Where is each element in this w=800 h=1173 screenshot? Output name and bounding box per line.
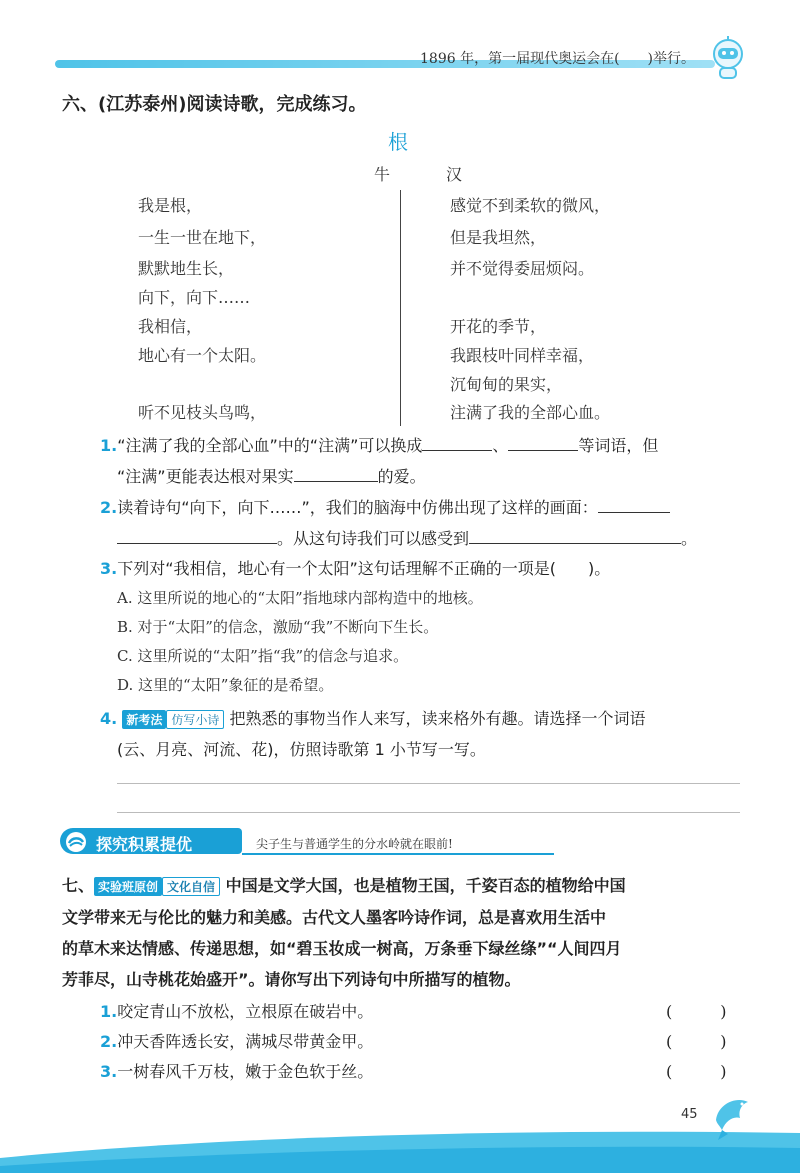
option-b[interactable]: B. 对于“太阳”的信念，激励“我”不断向下生长。 — [117, 618, 439, 636]
poem-left-line: 我是根， — [138, 196, 203, 215]
answer-blank[interactable] — [598, 498, 670, 513]
plant-answer-3[interactable]: ( ) — [666, 1062, 727, 1081]
poem-left-line: 听不见枝头鸟鸣， — [138, 403, 267, 422]
option-d[interactable]: D. 这里的“太阳”象征的是希望。 — [117, 676, 334, 694]
poem-left-line: 我相信， — [138, 317, 203, 336]
dolphin-icon — [708, 1090, 756, 1142]
imitation-poem-tag: 仿写小诗 — [166, 710, 224, 729]
answer-blank[interactable] — [508, 436, 578, 451]
poem-right-line: 开花的季节， — [450, 317, 547, 336]
poem-right-line: 注满了我的全部心血。 — [450, 403, 611, 422]
question-number: 4. — [100, 709, 118, 728]
plant-item-2: 2.冲天香阵透长安，满城尽带黄金甲。 — [100, 1032, 374, 1051]
question-1-line1: 1.“注满了我的全部心血”中的“注满”可以换成 、 等词语，但 — [100, 436, 659, 455]
banner-underline — [242, 853, 554, 855]
question-2-line1: 2.读着诗句“向下，向下……”，我们的脑海中仿佛出现了这样的画面： — [100, 495, 670, 518]
question-number: 3. — [100, 559, 118, 578]
poem-right-line: 但是我坦然， — [450, 228, 547, 247]
writing-line[interactable] — [117, 812, 740, 813]
question-4-line2: (云、月亮、河流、花)，仿照诗歌第 1 小节写一写。 — [117, 740, 486, 759]
experiment-class-tag: 实验班原创 — [94, 877, 162, 896]
question-1-line2: “注满”更能表达根对果实 的爱。 — [117, 467, 426, 486]
poem-left-line: 向下，向下…… — [138, 288, 251, 307]
poem-left-line: 一生一世在地下， — [138, 228, 267, 247]
question-number: 2. — [100, 498, 118, 517]
page-number: 45 — [681, 1107, 698, 1122]
poem-left-line: 默默地生长， — [138, 259, 235, 278]
new-method-tag: 新考法 — [122, 710, 166, 729]
plant-answer-2[interactable]: ( ) — [666, 1032, 727, 1051]
poem-author: 牛 汉 — [374, 165, 483, 184]
robot-mascot-icon — [706, 36, 750, 82]
poem-right-line: 沉甸甸的果实， — [450, 375, 563, 394]
section6-title: 六、(江苏泰州)阅读诗歌，完成练习。 — [62, 94, 367, 115]
option-c[interactable]: C. 这里所说的“太阳”指“我”的信念与追求。 — [117, 647, 409, 665]
answer-blank[interactable] — [294, 467, 378, 482]
explore-banner — [60, 826, 500, 856]
section7-line2: 文学带来无与伦比的魅力和美感。古代文人墨客吟诗作词，总是喜欢用生活中 — [62, 908, 607, 927]
question-2-line2: 。从这句诗我们可以感受到 。 — [117, 526, 697, 549]
answer-blank[interactable] — [117, 529, 277, 544]
plant-item-1: 1.咬定青山不放松，立根原在破岩中。 — [100, 1002, 374, 1021]
section7-line3: 的草木来达情感、传递思想，如“碧玉妆成一树高，万条垂下绿丝绦”“人间四月 — [62, 939, 622, 958]
option-a[interactable]: A. 这里所说的地心的“太阳”指地球内部构造中的地核。 — [117, 589, 483, 607]
banner-subtitle: 尖子生与普通学生的分水岭就在眼前! — [256, 837, 453, 851]
poem-left-line: 地心有一个太阳。 — [138, 346, 267, 365]
poem-title: 根 — [388, 130, 408, 154]
section7-line4: 芳菲尽，山寺桃花始盛开”。请你写出下列诗句中所描写的植物。 — [62, 970, 521, 989]
banner-title: 探究积累提优 — [96, 835, 193, 854]
footer-wave — [0, 1128, 800, 1173]
poem-divider — [400, 190, 401, 426]
question-3: 3.下列对“我相信，地心有一个太阳”这句话理解不正确的一项是( )。 — [100, 559, 611, 578]
answer-blank[interactable] — [469, 529, 681, 544]
poem-right-line: 并不觉得委屈烦闷。 — [450, 259, 595, 278]
poem-right-line: 我跟枝叶同样幸福， — [450, 346, 595, 365]
cultural-confidence-tag: 文化自信 — [162, 877, 220, 896]
writing-line[interactable] — [117, 783, 740, 784]
header-question: 1896 年，第一届现代奥运会在( )举行。 — [420, 51, 696, 67]
plant-answer-1[interactable]: ( ) — [666, 1002, 727, 1021]
poem-right-line: 感觉不到柔软的微风， — [450, 196, 611, 215]
answer-blank[interactable] — [422, 436, 492, 451]
plant-item-3: 3.一树春风千万枝，嫩于金色软于丝。 — [100, 1062, 374, 1081]
swirl-icon — [64, 830, 88, 854]
question-4-line1: 4. 新考法 仿写小诗 把熟悉的事物当作人来写，读来格外有趣。请选择一个词语 — [100, 709, 646, 728]
section7-line1: 七、 实验班原创 文化自信 中国是文学大国，也是植物王国，千姿百态的植物给中国 — [62, 876, 626, 895]
question-number: 1. — [100, 436, 118, 455]
